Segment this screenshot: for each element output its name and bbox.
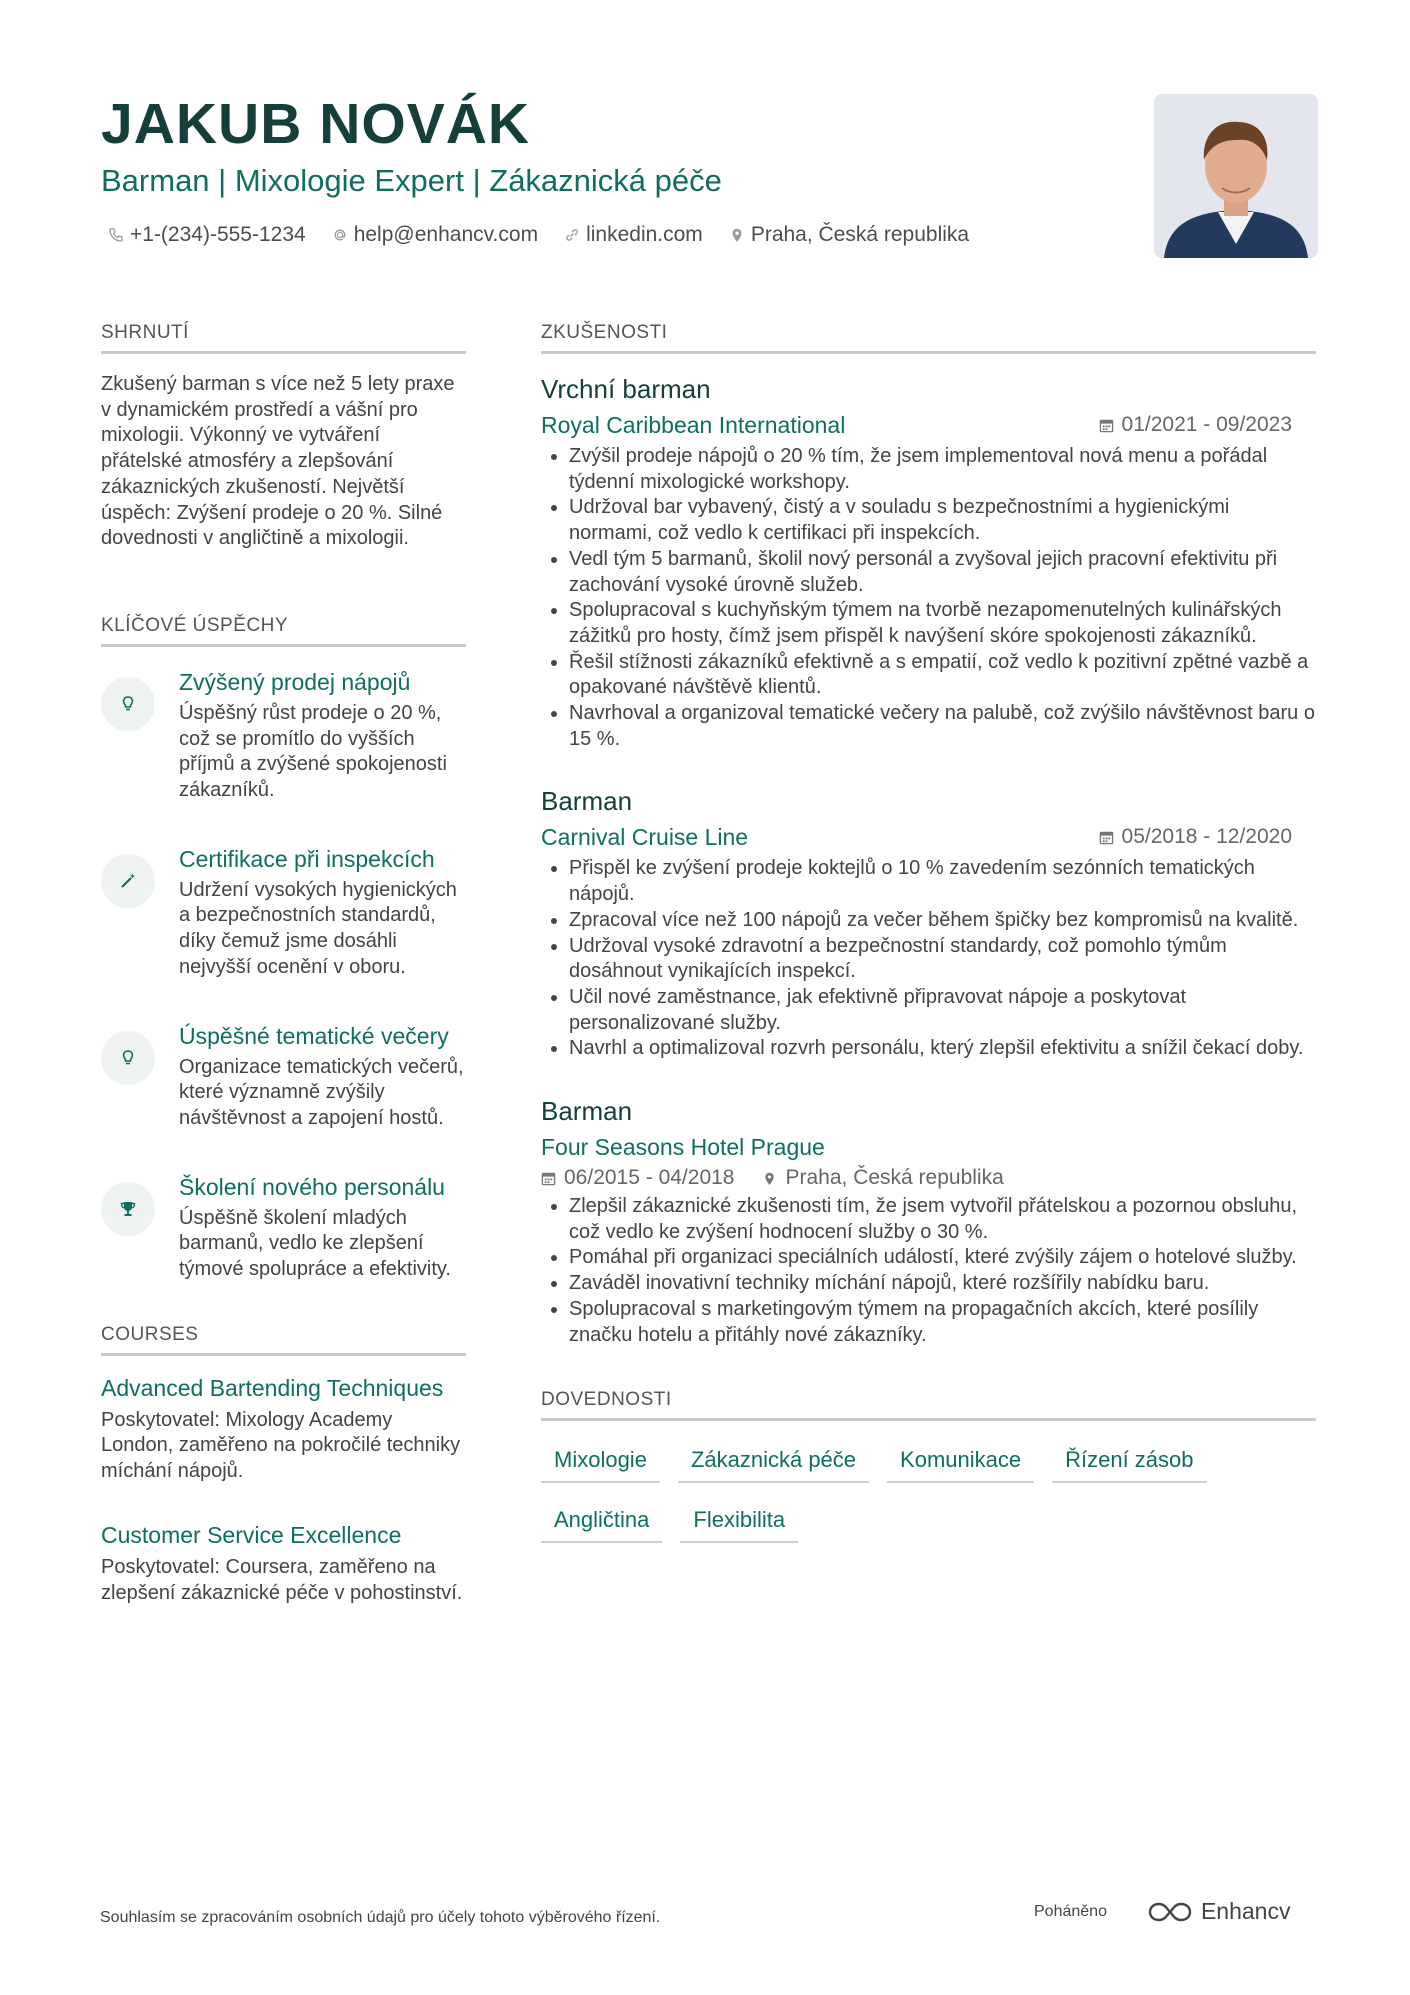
portrait-image (1154, 94, 1318, 258)
job-location-text: Praha, Česká republika (785, 1166, 1004, 1190)
footer-branding (1034, 1898, 1290, 1925)
summary-section (101, 321, 466, 552)
bullet-item: • Učil nové zaměstnance, jak efektivně připravovat nápoje a poskytovat personalizované služby. (569, 985, 1316, 1036)
summary-text: Zkušený barman s více než 5 lety praxe v dynamickém prostředí a vášní pro mixologii. Výkonný ve vytváření přátelské atmosféry a zlepšování zákaznických zkušeností. Největší úspěch: Zvýšení prodeje o 20 %. Silné dovednosti v angličtině a mixologii. (101, 373, 455, 550)
achievement-item (101, 1021, 466, 1132)
candidate-name: JAKUB NOVÁK (101, 92, 531, 156)
consent-note: Souhlasím se zpracováním osobních údajů pro účely tohoto výběrového řízení. (100, 1909, 661, 1926)
skills-heading: DOVEDNOSTI (541, 1388, 1316, 1421)
skill-tag: Zákaznická péče (678, 1439, 869, 1483)
achievement-title: Úspěšné tematické večery (179, 1022, 449, 1049)
job-title: Barman (541, 786, 633, 817)
job-dates (541, 1166, 734, 1190)
skill-tag: Flexibilita (680, 1499, 798, 1543)
achievement-item (101, 844, 466, 981)
achievement-desc: Udržení vysokých hygienických a bezpečnostních standardů, díky čemuž jsme dosáhli nejvyšší ocenění v oboru. (179, 878, 457, 978)
achievement-desc: Úspěšný růst prodeje o 20 %, což se promítlo do vyšších příjmů a zvýšené spokojenosti zákazníků. (179, 701, 447, 802)
achievement-item (101, 667, 466, 804)
contact-row (108, 220, 969, 250)
course-desc: Poskytovatel: Mixology Academy London, zaměřeno na pokročilé techniky míchání nápojů. (101, 1408, 461, 1483)
courses-heading: COURSES (101, 1323, 466, 1356)
achievement-title: Zvýšený prodej nápojů (179, 668, 411, 695)
enhancv-logo[interactable] (1147, 1898, 1291, 1925)
link-icon (564, 227, 580, 243)
phone-text: +1-(234)-555-1234 (130, 223, 306, 246)
job-dates-text: 05/2018 - 12/2020 (1121, 825, 1292, 849)
trophy-icon (101, 1182, 155, 1236)
bullet-item: • Vedl tým 5 barmanů, školil nový personál a zvyšoval jejich pracovní efektivitu při zachování vysoké úrovně služeb. (569, 547, 1316, 598)
magic-wand-icon (101, 854, 155, 908)
at-icon (332, 227, 348, 243)
bullet-item: • Navrhl a optimalizoval rozvrh personálu, který zlepšil efektivitu a snížil čekací doby. (569, 1036, 1316, 1062)
contact-location (729, 220, 969, 250)
course-item (101, 1374, 466, 1485)
achievement-title: Certifikace při inspekcích (179, 845, 435, 872)
job-bullets (541, 1194, 1316, 1348)
powered-by-label: Poháněno (1034, 1902, 1107, 1920)
job-dates-text: 01/2021 - 09/2023 (1121, 413, 1292, 436)
job-entry (541, 1094, 1316, 1348)
bullet-item: • Pomáhal při organizaci speciálních událostí, které zvýšily zájem o hotelové služby. (569, 1245, 1316, 1271)
contact-phone (108, 220, 306, 250)
course-title: Customer Service Excellence (101, 1521, 402, 1548)
summary-heading: SHRNUTÍ (101, 321, 466, 354)
skill-tag: Řízení zásob (1052, 1439, 1206, 1483)
job-dates-text: 06/2015 - 04/2018 (564, 1166, 735, 1190)
job-dates (1099, 825, 1316, 849)
lightbulb-icon (101, 1031, 155, 1085)
job-bullets (541, 856, 1316, 1062)
course-item (101, 1521, 466, 1606)
experience-section (541, 321, 1316, 1348)
bullet-item: • Spolupracoval s kuchyňským týmem na tvorbě nezapomenutelných kulinářských zážitků pro hosty, čímž jsem přispěl k navýšení skóre spokojenosti zákazníků. (569, 598, 1316, 649)
experience-heading: ZKUŠENOSTI (541, 321, 1316, 354)
course-desc: Poskytovatel: Coursera, zaměřeno na zlepšení zákaznické péče v pohostinství. (101, 1555, 463, 1604)
course-title: Advanced Bartending Techniques (101, 1374, 444, 1401)
job-bullets (541, 444, 1316, 752)
location-pin-icon (762, 1171, 777, 1186)
job-entry (541, 784, 1316, 1062)
bullet-item: • Navrhoval a organizoval tematické večery na palubě, což zvýšilo návštěvnost baru o 15 %. (569, 701, 1316, 752)
location-pin-icon (729, 227, 745, 243)
company-name: Four Seasons Hotel Prague (541, 1134, 825, 1161)
company-name: Carnival Cruise Line (541, 824, 749, 851)
job-location (762, 1166, 1003, 1190)
calendar-icon (541, 1171, 556, 1186)
achievement-title: Školení nového personálu (179, 1173, 445, 1200)
skill-tag: Angličtina (541, 1499, 662, 1543)
achievements-heading: KLÍČOVÉ ÚSPĚCHY (101, 614, 466, 647)
bullet-item: • Udržoval vysoké zdravotní a bezpečnostní standardy, což pomohlo týmům dosáhnout vynikajících inspekcí. (569, 934, 1316, 985)
skills-section (541, 1388, 1316, 1543)
bullet-item: • Přispěl ke zvýšení prodeje koktejlů o 10 % zavedením sezónních tematických nápojů. (569, 856, 1316, 907)
phone-icon (108, 227, 124, 243)
email-link[interactable]: help@enhancv.com (353, 223, 539, 246)
achievement-desc: Úspěšně školení mladých barmanů, vedlo ke zlepšení týmové spolupráce a efektivity. (179, 1206, 451, 1281)
contact-email[interactable] (332, 220, 538, 250)
profile-photo (1154, 94, 1318, 258)
right-column (541, 321, 1316, 1543)
achievement-item (101, 1172, 466, 1283)
achievement-desc: Organizace tematických večerů, které významně zvýšily návštěvnost a zapojení hostů. (179, 1055, 464, 1129)
candidate-headline: Barman | Mixologie Expert | Zákaznická péče (101, 163, 722, 198)
job-title: Barman (541, 1096, 633, 1127)
bullet-item: • Zlepšil zákaznické zkušenosti tím, že jsem vytvořil přátelskou a pozornou obsluhu, což vedlo ke zvýšení hodnocení služby o 30 %. (569, 1194, 1316, 1245)
job-title: Vrchní barman (541, 374, 711, 404)
calendar-icon (1099, 830, 1114, 845)
location-text: Praha, Česká republika (750, 223, 970, 246)
bullet-item: • Spolupracoval s marketingovým týmem na propagačních akcích, které posílily značku hotelu a přitáhly nové zákazníky. (569, 1297, 1316, 1348)
bullet-item: • Zvýšil prodeje nápojů o 20 % tím, že jsem implementoval nová menu a pořádal týdenní mixologické workshopy. (569, 444, 1316, 495)
contact-linkedin[interactable] (564, 220, 703, 250)
courses-section (101, 1323, 466, 1607)
lightbulb-icon (101, 677, 155, 731)
bullet-item: • Zaváděl inovativní techniky míchání nápojů, které rozšířily nabídku baru. (569, 1271, 1316, 1297)
left-column (101, 321, 466, 1642)
linkedin-link[interactable]: linkedin.com (586, 223, 703, 246)
bullet-item: • Zpracoval více než 100 nápojů za večer během špičky bez kompromisů na kvalitě. (569, 908, 1316, 934)
achievements-section (101, 614, 466, 1283)
bullet-item: • Udržoval bar vybavený, čistý a v souladu s bezpečnostními a hygienickými normami, což vedlo k certifikaci při inspekcích. (569, 495, 1316, 546)
bullet-item: • Řešil stížnosti zákazníků efektivně a s empatií, což vedlo k pozitivní zpětné vazbě a opakované návštěvě klientů. (569, 650, 1316, 701)
job-dates (1099, 413, 1316, 437)
job-entry (541, 372, 1316, 752)
company-name: Royal Caribbean International (541, 412, 846, 438)
enhancv-logo-text: Enhancv (1200, 1898, 1291, 1924)
skill-tag: Mixologie (541, 1439, 660, 1483)
enhancv-logo-icon (1147, 1900, 1193, 1924)
skill-tag: Komunikace (887, 1439, 1034, 1483)
calendar-icon (1099, 418, 1114, 433)
